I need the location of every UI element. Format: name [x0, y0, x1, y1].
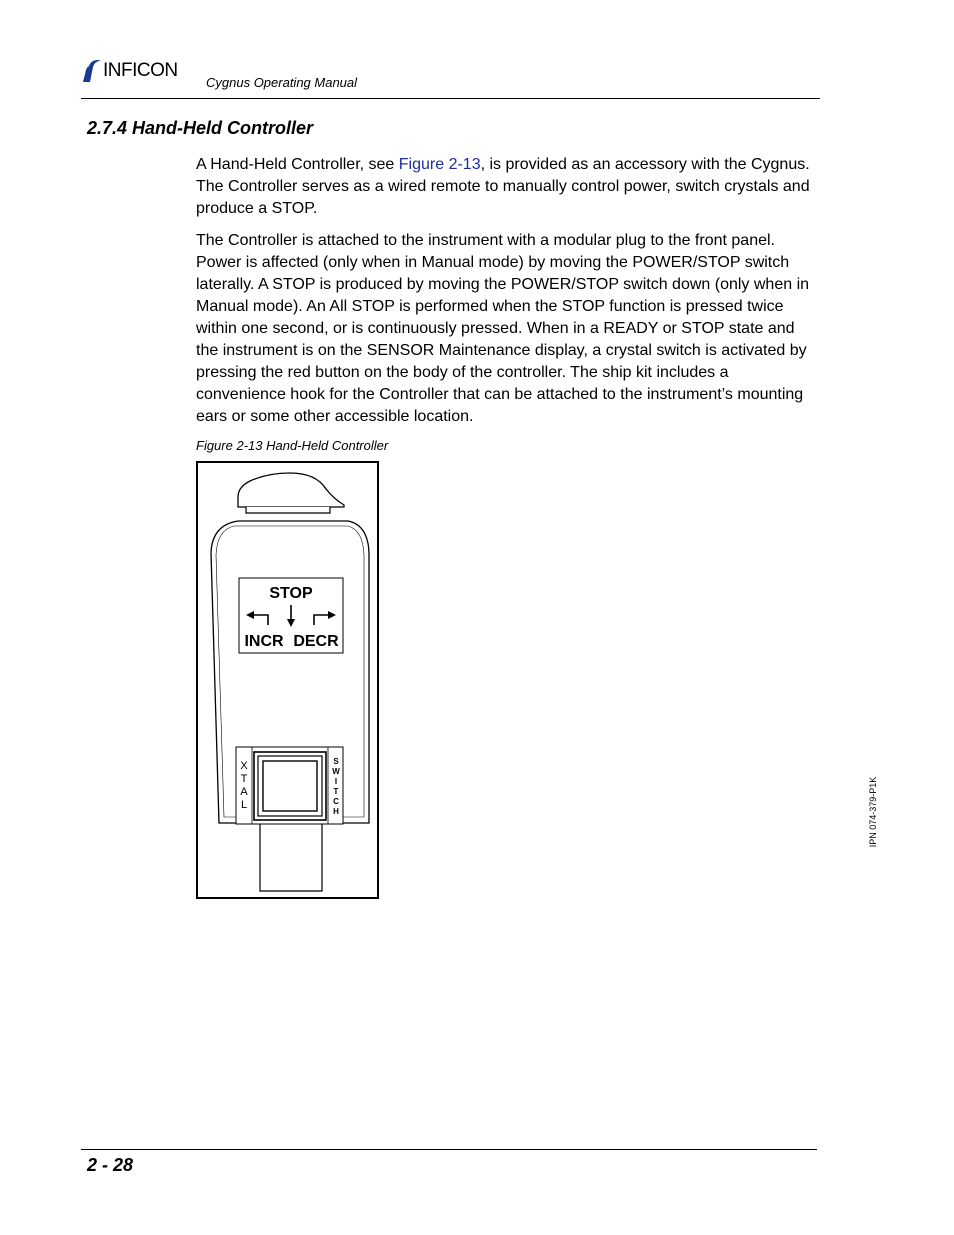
xtal-letter: L	[240, 799, 248, 811]
crystal-switch-button	[263, 761, 317, 811]
xtal-letter: X	[240, 760, 248, 772]
section-heading: 2.7.4 Hand-Held Controller	[87, 118, 314, 138]
figure-link[interactable]: Figure 2-13	[398, 156, 481, 173]
inficon-logo-mark-icon	[81, 58, 103, 84]
knob-base	[246, 507, 330, 513]
switch-letter: I	[334, 777, 338, 786]
cable-neck	[260, 823, 322, 891]
power-stop-knob	[238, 473, 344, 507]
xtal-letter: T	[240, 773, 248, 785]
footer-rule	[81, 1149, 817, 1150]
manual-title: Cygnus Operating Manual	[206, 75, 358, 90]
hand-held-controller-illustration	[198, 463, 381, 901]
page-number: 2 - 28	[87, 1155, 134, 1175]
decr-label: DECR	[293, 633, 339, 650]
figure-caption: Figure 2-13 Hand-Held Controller	[196, 438, 389, 453]
paragraph-operation: The Controller is attached to the instrument with a modular plug to the front panel. Power is affected (only when in Manual mode) by moving the POWER/STOP switch laterally. A STOP is produced by moving the POWER/STOP switch down (only when in Manual mode). An All STOP is performed when the STOP function is pressed twice within one second, or is continuously pressed. When in a READY or STOP state and the instrument is on the SENSOR Maintenance display, a crystal switch is activated by pressing the red button on the body of the controller. The ship kit includes a convenience hook for the Controller that can be attached to the instrument’s mounting ears or some other accessible location.	[196, 232, 810, 425]
logo-text: INFICON	[103, 60, 178, 81]
switch-letter: H	[333, 807, 339, 816]
paragraph-intro-start: A Hand-Held Controller, see	[196, 156, 399, 173]
paragraph-intro-end: , is provided as an accessory with the Cygnus. The Controller serves as a wired remote to manually control power, switch crystals and produce a STOP.	[196, 156, 810, 217]
stop-label: STOP	[269, 585, 313, 602]
ipn-text: IPN 074-379-P1K	[868, 776, 878, 848]
xtal-letter: A	[240, 786, 248, 798]
switch-letter: S	[333, 757, 339, 766]
header-rule	[81, 98, 820, 99]
switch-letter: W	[332, 767, 340, 776]
incr-label: INCR	[244, 633, 284, 650]
switch-letter: T	[333, 787, 339, 796]
inficon-logo	[81, 58, 201, 84]
figure-frame	[196, 461, 379, 899]
switch-letter: C	[333, 797, 339, 806]
paragraph-intro	[196, 154, 816, 220]
